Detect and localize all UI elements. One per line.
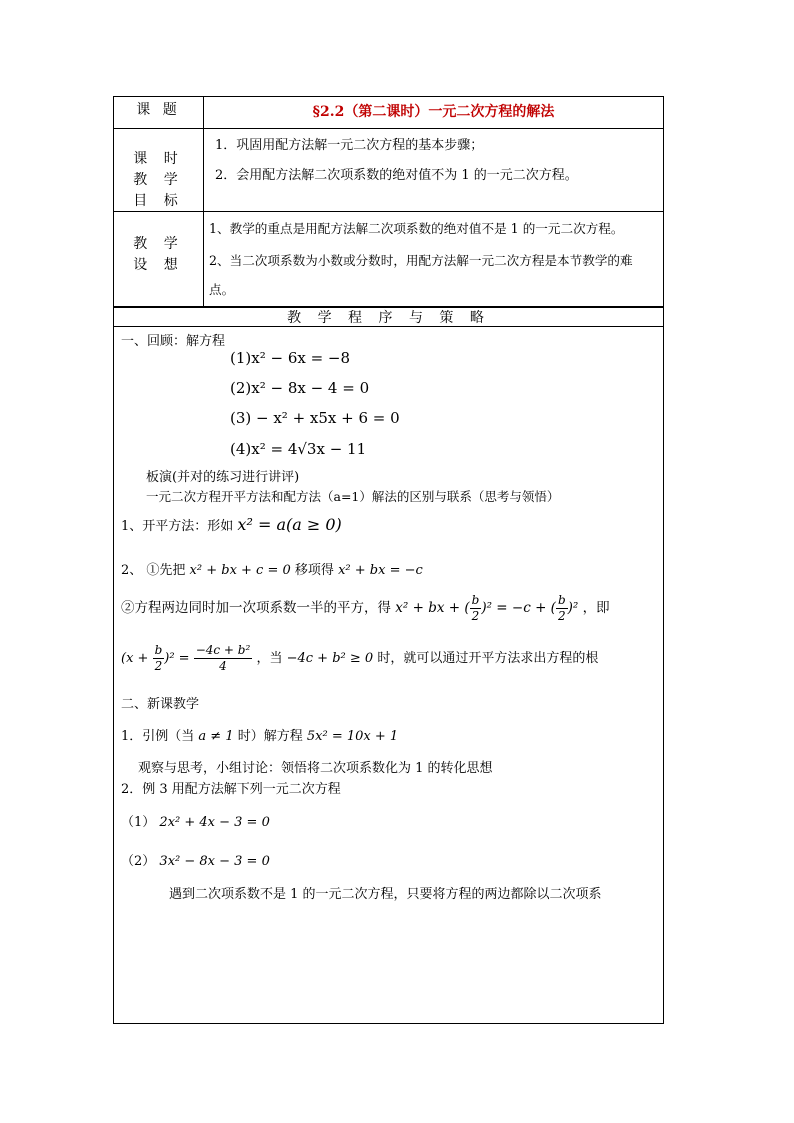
review-equation-3: (3) − x² + x5x + 6 = 0 bbox=[230, 409, 400, 427]
review-equation-4: (4)x² = 4√3x − 11 bbox=[230, 440, 367, 458]
fraction-b-over-2: $\frac{b}{2}$ bbox=[154, 643, 163, 673]
objective-item-1: 1．巩固用配方法解一元二次方程的基本步骤； bbox=[215, 138, 484, 153]
intro-text: 时）解方程 bbox=[237, 729, 303, 744]
design-label bbox=[114, 234, 203, 276]
objectives-label-line: 目 标 bbox=[133, 193, 184, 209]
example-1 bbox=[121, 811, 270, 830]
intro-text: 1．引例（当 bbox=[121, 729, 195, 744]
step-3-condition: −4c + b² ≥ 0 bbox=[286, 651, 374, 666]
method-2-text: 2、 ①先把 bbox=[121, 563, 186, 578]
objectives-label-line: 课 时 bbox=[133, 151, 184, 167]
method-1-formula: x² = a(a ≥ 0) bbox=[237, 515, 342, 534]
design-label-line: 教 学 bbox=[133, 236, 184, 252]
method-2-text: 移项得 bbox=[294, 563, 334, 578]
review-title: 一、回顾：解方程 bbox=[121, 334, 226, 349]
row-divider bbox=[114, 128, 663, 129]
lesson-plan-table bbox=[113, 96, 664, 1024]
method-1-text: 1、开平方法：形如 bbox=[121, 519, 234, 534]
design-item-2: 2、当二次项系数为小数或分数时，用配方法解一元二次方程是本节教学的难点。 bbox=[209, 253, 633, 297]
example-2-equation: 3x² − 8x − 3 = 0 bbox=[159, 854, 270, 869]
method-2-equation: x² + bx + c = 0 bbox=[189, 563, 291, 578]
fraction-b-over-2: $\frac{b}{2}$ bbox=[471, 593, 480, 623]
topic-label: 课 题 bbox=[136, 102, 181, 118]
step-2-tail: ，即 bbox=[582, 600, 610, 616]
closing-note: 遇到二次项系数不是 1 的一元二次方程，只要将方程的两边都除以二次项系 bbox=[169, 887, 602, 902]
intro-equation: 5x² = 10x + 1 bbox=[306, 729, 399, 744]
board-note: 板演(并对的练习进行讲评) bbox=[146, 470, 300, 485]
example-title: 2．例 3 用配方法解下列一元二次方程 bbox=[121, 782, 341, 797]
design-item-1: 1、教学的重点是用配方法解二次项系数的绝对值不是 1 的一元二次方程。 bbox=[209, 221, 624, 236]
method-2-moved-equation: x² + bx = −c bbox=[338, 563, 423, 578]
new-lesson-title: 二、新课教学 bbox=[121, 697, 200, 712]
step-2-formula: x² + bx + ( $\frac{b}{2}$ )² = −c + ( $\frac{b}{2}$ )² bbox=[395, 593, 583, 623]
step-3 bbox=[121, 643, 598, 674]
review-equation-2: (2)x² − 8x − 4 = 0 bbox=[230, 379, 370, 397]
step-3-tail: 时，就可以通过开平方法求出方程的根 bbox=[377, 651, 599, 666]
lesson-title: §2.2（第二课时）一元二次方程的解法 bbox=[312, 104, 555, 120]
fraction-discriminant-over-4: $\frac{\text{−4c + b²}}{4}$ bbox=[195, 643, 251, 673]
example-2-label: （2） bbox=[121, 854, 156, 869]
review-equation-1: (1)x² − 6x = −8 bbox=[230, 349, 351, 367]
completed-square-formula: (x + $\frac{b}{2}$ )² = $\frac{\text{−4c + b²}}{4}$ bbox=[121, 643, 251, 673]
method-2 bbox=[121, 559, 423, 578]
example-1-label: （1） bbox=[121, 815, 156, 830]
procedure-heading: 教 学 程 序 与 策 略 bbox=[287, 310, 490, 326]
column-divider bbox=[203, 97, 204, 306]
design-label-line: 设 想 bbox=[133, 257, 184, 273]
step-2-text: ②方程两边同时加一次项系数一半的平方，得 bbox=[121, 600, 391, 616]
example-2 bbox=[121, 850, 270, 869]
objectives-label bbox=[114, 149, 203, 212]
fraction-b-over-2: $\frac{b}{2}$ bbox=[557, 593, 566, 623]
example-1-equation: 2x² + 4x − 3 = 0 bbox=[159, 815, 270, 830]
observe-note: 观察与思考，小组讨论：领悟将二次项系数化为 1 的转化思想 bbox=[138, 761, 493, 776]
objective-item-2: 2．会用配方法解二次项系数的绝对值不为 1 的一元二次方程。 bbox=[215, 168, 578, 183]
step-2 bbox=[121, 593, 610, 624]
method-1 bbox=[121, 515, 342, 534]
objectives-label-line: 教 学 bbox=[133, 172, 184, 188]
compare-note: 一元二次方程开平方法和配方法（a=1）解法的区别与联系（思考与领悟） bbox=[146, 489, 560, 504]
intro-example bbox=[121, 725, 398, 744]
step-3-text: ，当 bbox=[256, 651, 283, 666]
intro-condition: a ≠ 1 bbox=[198, 729, 234, 744]
